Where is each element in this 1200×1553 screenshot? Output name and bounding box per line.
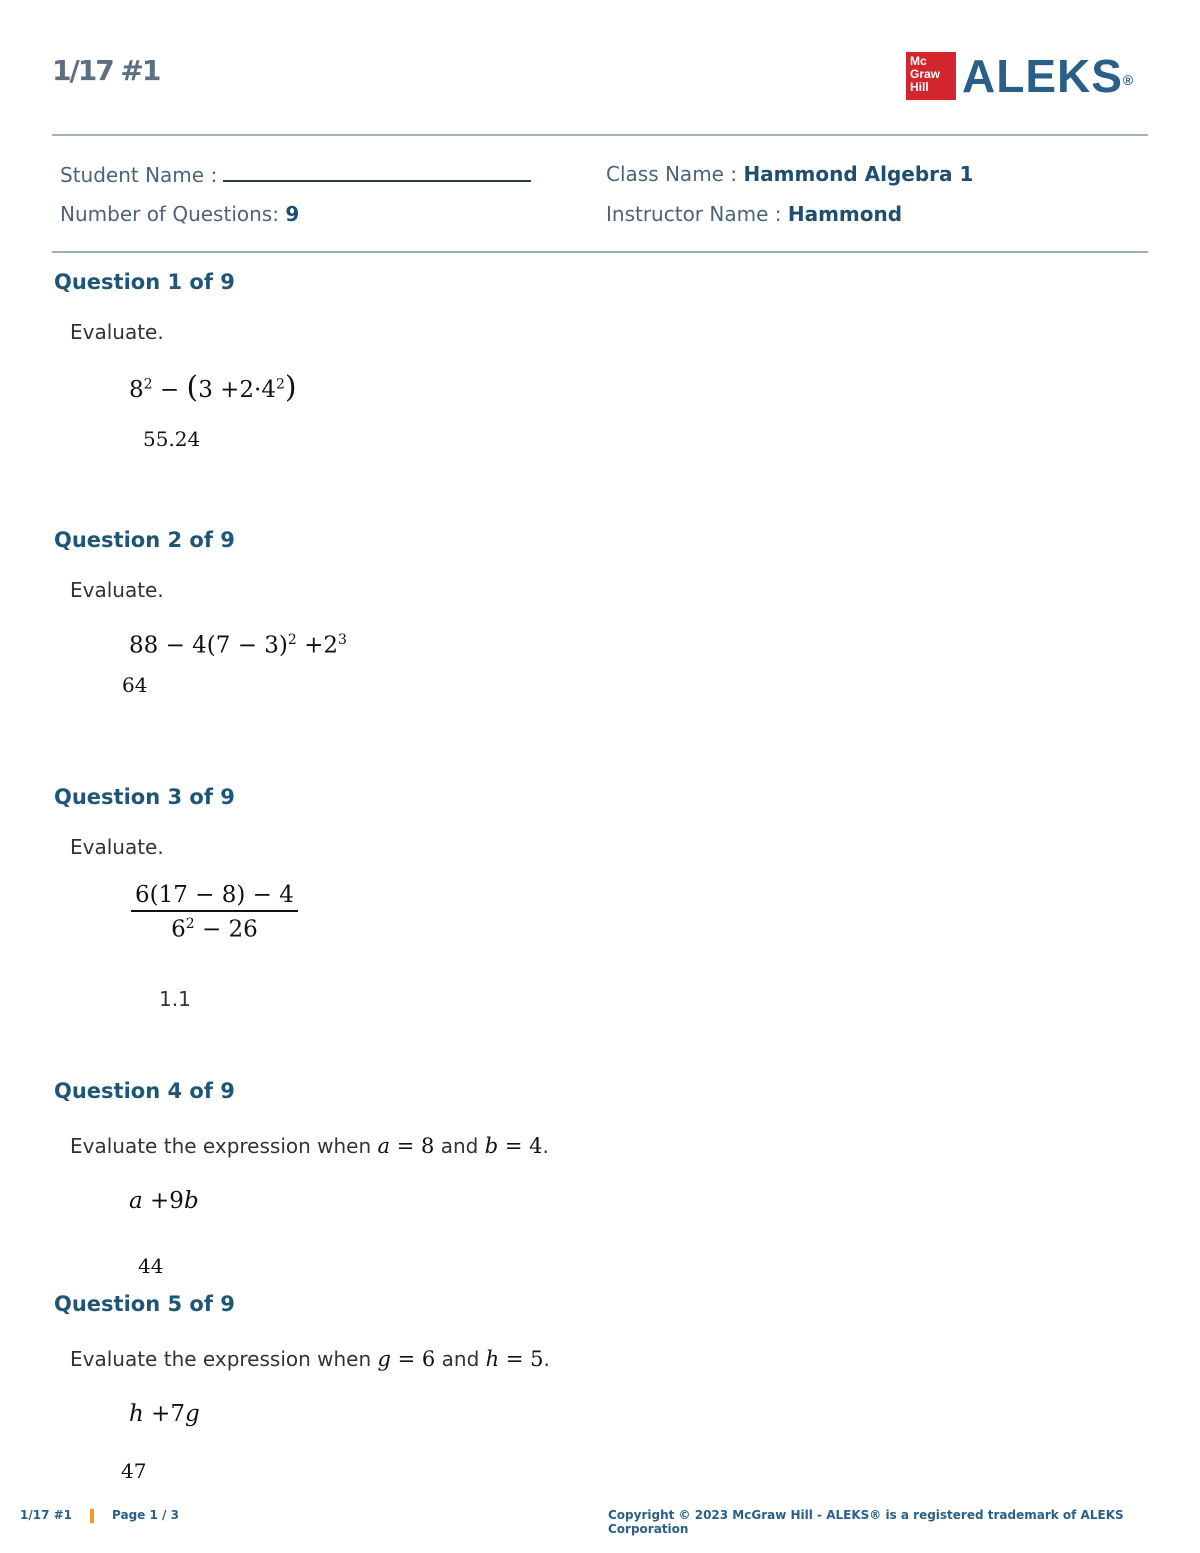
footer-divider-bar <box>90 1509 94 1523</box>
student-name-row: Student Name : <box>60 162 531 187</box>
footer-page-number: Page 1 / 3 <box>112 1508 179 1522</box>
question-4-answer: 44 <box>138 1254 164 1278</box>
question-4-prompt: Evaluate the expression when a = 8 and b = 4. <box>70 1134 549 1158</box>
question-3-prompt: Evaluate. <box>70 835 164 859</box>
header-rule <box>52 134 1148 136</box>
question-4-expression: a +9b <box>129 1188 199 1214</box>
question-5-heading: Question 5 of 9 <box>54 1292 235 1316</box>
question-1-expression: $8^2 - (3 +2\cdot 4^2)$ <box>129 370 297 405</box>
question-2-prompt: Evaluate. <box>70 578 164 602</box>
question-5-expression: h +7g <box>129 1401 200 1427</box>
question-4-heading: Question 4 of 9 <box>54 1079 235 1103</box>
student-name-blank <box>223 162 531 182</box>
question-2-answer: 64 <box>122 673 148 697</box>
aleks-wordmark: ALEKS® <box>962 50 1135 102</box>
question-1-prompt: Evaluate. <box>70 320 164 344</box>
question-1-answer: 55.24 <box>143 427 201 451</box>
question-5-prompt: Evaluate the expression when g = 6 and h = 5. <box>70 1347 550 1371</box>
footer-doc-name: 1/17 #1 <box>20 1508 73 1522</box>
question-3-heading: Question 3 of 9 <box>54 785 235 809</box>
question-2-expression: $88 - 4(7 - 3)^2 +2^3$ <box>129 632 347 659</box>
info-rule <box>52 251 1148 253</box>
question-count-row: Number of Questions: 9 <box>60 202 300 226</box>
aleks-logo <box>906 52 1134 100</box>
class-name-row: Class Name : Hammond Algebra 1 <box>606 162 974 186</box>
question-1-heading: Question 1 of 9 <box>54 270 235 294</box>
instructor-name-row: Instructor Name : Hammond <box>606 202 903 226</box>
mcgraw-hill-logo-box: Mc Graw Hill <box>906 52 956 100</box>
question-3-answer: 1.1 <box>159 987 191 1011</box>
footer-left <box>20 1508 179 1523</box>
question-2-heading: Question 2 of 9 <box>54 528 235 552</box>
question-3-expression: $\frac{6(17 - 8) - 4}{6^2 - 26}$ <box>131 882 298 943</box>
footer-copyright: Copyright © 2023 McGraw Hill - ALEKS® is a registered trademark of ALEKS Corporation <box>608 1508 1124 1536</box>
document-title: 1/17 #1 <box>52 54 160 87</box>
question-5-answer: 47 <box>121 1459 147 1483</box>
